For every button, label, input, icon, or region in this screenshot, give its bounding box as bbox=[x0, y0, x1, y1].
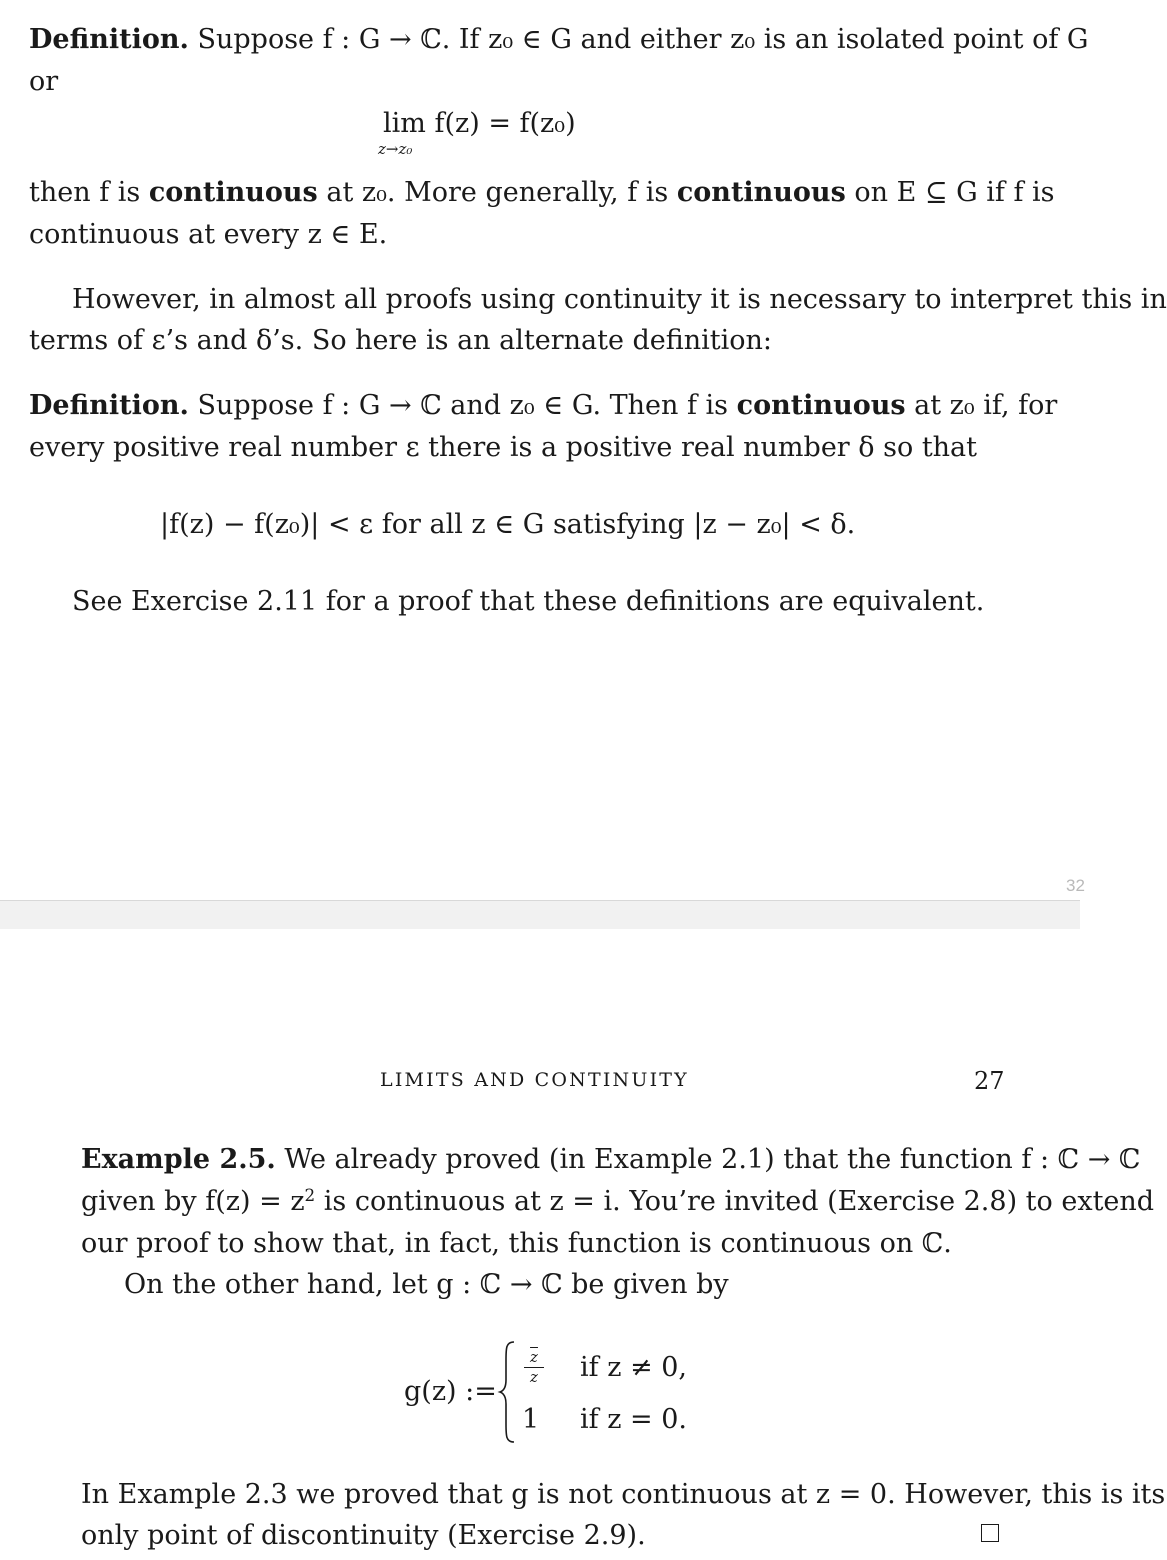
definition-1-line-2: or bbox=[29, 66, 59, 97]
superscript: 2 bbox=[304, 1184, 316, 1205]
paragraph-line-2: terms of ε’s and δ’s. So here is an alternate definition: bbox=[29, 325, 773, 356]
text-run: We already proved (in Example 2.1) that the function f : ℂ → ℂ bbox=[284, 1144, 1141, 1175]
text-run: at z₀ if, for bbox=[905, 390, 1058, 421]
definition-1-text: Suppose f : G → ℂ. If z₀ ∈ G and either z₀ is an isolated point of G bbox=[197, 24, 1089, 55]
page-separator bbox=[0, 900, 1080, 930]
bold-term-continuous: continuous bbox=[736, 390, 906, 421]
definition-1-line-4: continuous at every z ∈ E. bbox=[29, 219, 388, 250]
text-run: given by f(z) = z bbox=[81, 1186, 305, 1217]
page-number: 27 bbox=[974, 1067, 1005, 1095]
definition-1-line-1 bbox=[29, 26, 1088, 53]
curly-brace-icon bbox=[498, 1340, 516, 1444]
example-line-1 bbox=[81, 1146, 1140, 1173]
edge-page-number: 32 bbox=[1066, 876, 1085, 895]
fraction-numerator: $\overline{z}$ bbox=[530, 1348, 538, 1366]
limit-subscript: z→z₀ bbox=[378, 140, 413, 158]
qed-box-icon bbox=[981, 1524, 999, 1542]
text-run: Suppose f : G → ℂ and z₀ ∈ G. Then f is bbox=[197, 390, 737, 421]
example-heading: Example 2.5. bbox=[81, 1144, 276, 1175]
running-head: LIMITS AND CONTINUITY bbox=[380, 1069, 689, 1091]
text-run: on E ⊆ G if f is bbox=[845, 177, 1055, 208]
definition-2-heading: Definition. bbox=[29, 390, 189, 421]
case-2-value: 1 bbox=[522, 1404, 540, 1435]
example-line-4: On the other hand, let g : ℂ → ℂ be given by bbox=[124, 1269, 729, 1300]
text-run: is continuous at z = i. You’re invited (Exercise 2.8) to extend bbox=[315, 1186, 1155, 1217]
limit-equation: lim f(z) = f(z₀) bbox=[383, 108, 576, 139]
paragraph-line-1: However, in almost all proofs using continuity it is necessary to interpret this in bbox=[72, 284, 1167, 315]
example-line-3: our proof to show that, in fact, this function is continuous on ℂ. bbox=[81, 1228, 952, 1259]
see-exercise-line: See Exercise 2.11 for a proof that these definitions are equivalent. bbox=[72, 586, 985, 617]
bold-term-continuous: continuous bbox=[676, 177, 846, 208]
case-1-condition: if z ≠ 0, bbox=[580, 1352, 687, 1383]
definition-1-heading: Definition. bbox=[29, 24, 189, 55]
case-2-condition: if z = 0. bbox=[580, 1404, 687, 1435]
definition-2-line-1 bbox=[29, 392, 1057, 419]
piecewise-lhs: g(z) := bbox=[404, 1376, 497, 1407]
text-run: then f is bbox=[29, 177, 149, 208]
text-run: at z₀. More generally, f is bbox=[317, 177, 677, 208]
epsilon-delta-display: |f(z) − f(z₀)| < ε for all z ∈ G satisfying |z − z₀| < δ. bbox=[160, 509, 856, 540]
definition-1-line-3 bbox=[29, 179, 1055, 206]
definition-2-line-2: every positive real number ε there is a positive real number δ so that bbox=[29, 432, 978, 463]
fraction-conj-z-over-z bbox=[524, 1350, 544, 1385]
closing-line-2: only point of discontinuity (Exercise 2.9). bbox=[81, 1520, 646, 1551]
example-line-2 bbox=[81, 1184, 1155, 1217]
closing-line-1: In Example 2.3 we proved that g is not continuous at z = 0. However, this is its bbox=[81, 1479, 1166, 1510]
bold-term-continuous: continuous bbox=[148, 177, 318, 208]
fraction-denominator: z bbox=[530, 1368, 538, 1386]
